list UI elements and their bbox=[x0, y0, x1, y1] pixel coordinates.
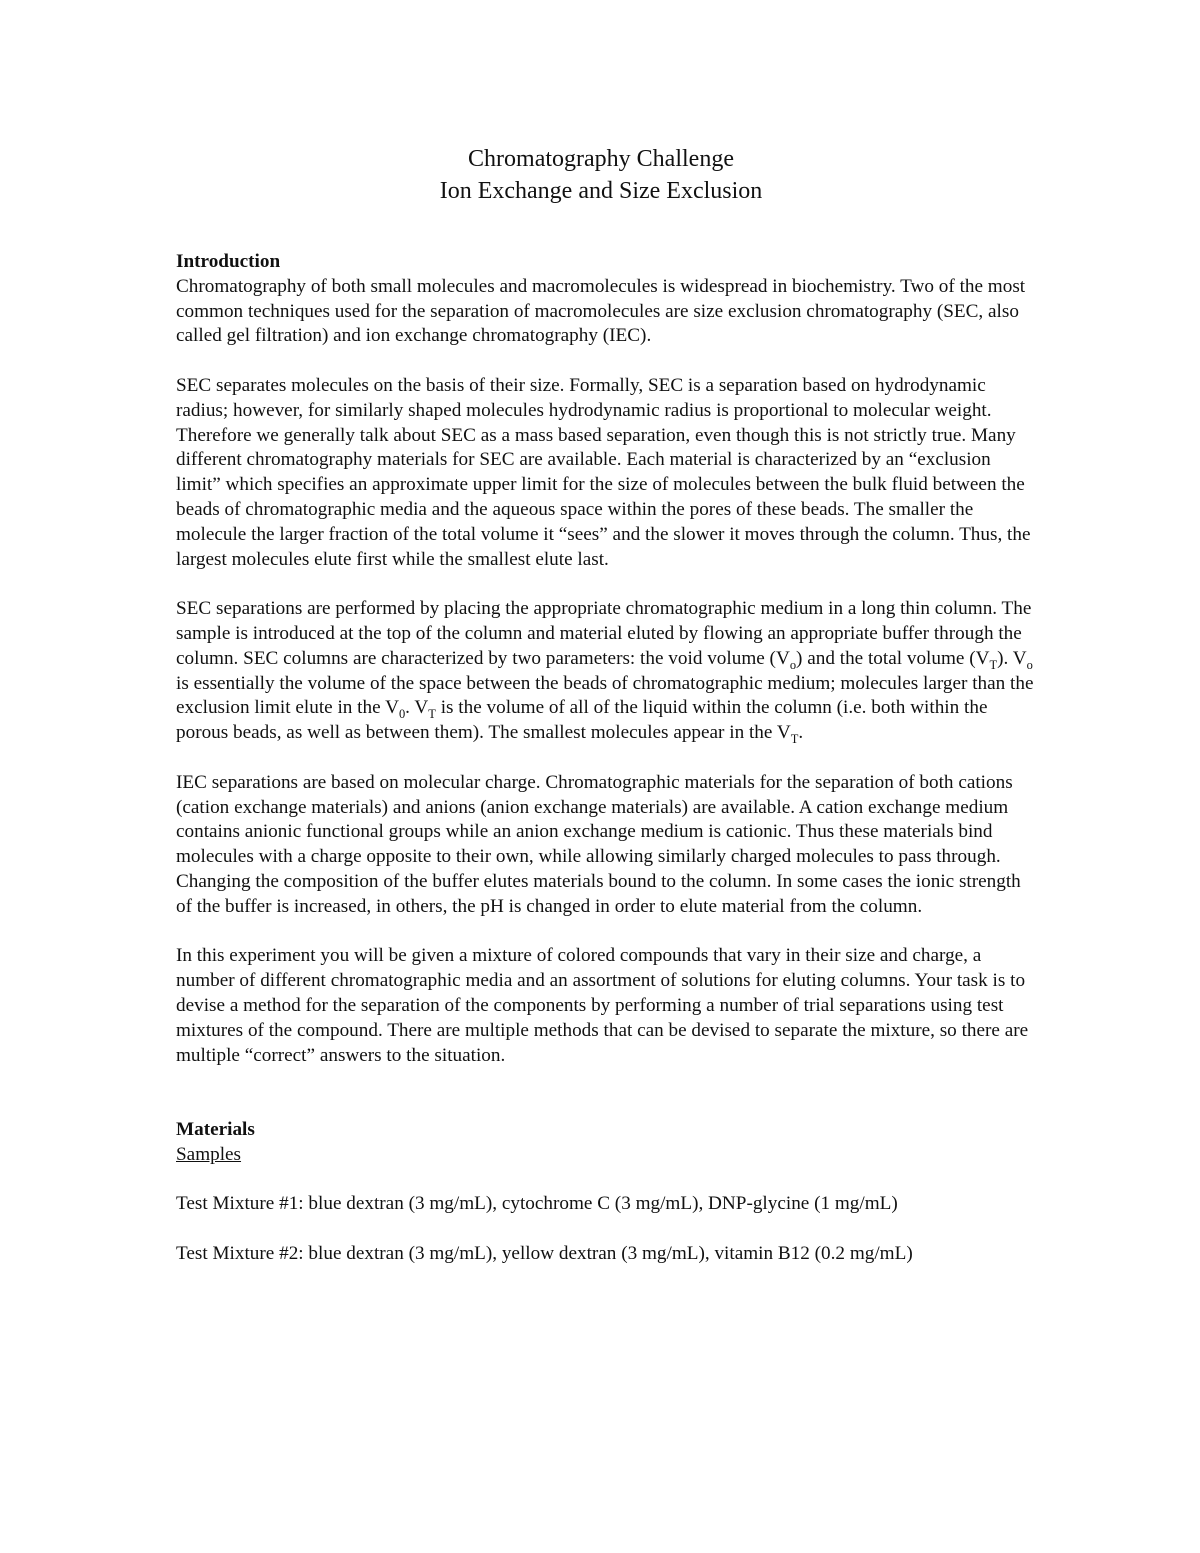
test-mixture-2: Test Mixture #2: blue dextran (3 mg/mL), yellow dextran (3 mg/mL), vitamin B12 (0.2 mg/mL) bbox=[176, 1243, 913, 1265]
title-line-2: Ion Exchange and Size Exclusion bbox=[439, 178, 763, 204]
document-page bbox=[176, 143, 1036, 1292]
materials-heading: Materials bbox=[176, 1118, 255, 1140]
document-title bbox=[176, 143, 1026, 207]
samples-subheading: Samples bbox=[176, 1143, 242, 1165]
intro-paragraph-1: Chromatography of both small molecules and macromolecules is widespread in biochemistry. Two of the most common techniques used for the separation of macromolecules are size exclusion chromatography (SEC, also called gel filtration) and ion exchange chromatography (IEC). bbox=[176, 275, 1026, 347]
materials-section bbox=[176, 1118, 1036, 1267]
intro-paragraph-4: IEC separations are based on molecular charge. Chromatographic materials for the separation of both cations (cation exchange materials) and anions (anion exchange materials) are available. A cation exchange medium contains anionic functional groups while an anion exchange medium is cationic. Thus these materials bind molecules with a charge opposite to their own, while allowing similarly charged molecules to pass through. Changing the composition of the buffer elutes materials bound to the column. In some cases the ionic strength of the buffer is increased, in others, the pH is changed in order to elute material from the column. bbox=[176, 771, 1021, 917]
intro-paragraph-2: SEC separates molecules on the basis of their size. Formally, SEC is a separation based on hydrodynamic radius; however, for similarly shaped molecules hydrodynamic radius is proportional to molecular weight. Therefore we generally talk about SEC as a mass based separation, even though this is not strictly true. Many different chromatography materials for SEC are available. Each material is characterized by an “exclusion limit” which specifies an approximate upper limit for the size of molecules between the bulk fluid between the beads of chromatographic media and the aqueous space within the pores of these beads. The smaller the molecule the larger fraction of the total volume it “sees” and the slower it moves through the column. Thus, the largest molecules elute first while the smallest elute last. bbox=[176, 374, 1031, 570]
introduction-heading: Introduction bbox=[176, 251, 281, 272]
title-line-1: Chromatography Challenge bbox=[468, 146, 734, 172]
intro-paragraph-3: SEC separations are performed by placing the appropriate chromatographic medium in a long thin column. The sample is introduced at the top of the column and material eluted by flowing an appropriate buffer through the column. SEC columns are characterized by two parameters: the void volume $(V_o)$ and the total volume $(V_T)$. $V_o$ is essentially the volume of the space between the beads of chromatographic medium; molecules larger than the exclusion limit elute in the $V_0$. $V_T$ is the volume of all of the liquid within the column (i.e. both within the porous beads, as well as between them). The smallest molecules appear in the $V_T$. bbox=[176, 598, 1034, 746]
introduction-section bbox=[176, 250, 1036, 1068]
test-mixture-1: Test Mixture #1: blue dextran (3 mg/mL), cytochrome C (3 mg/mL), DNP-glycine (1 mg/mL) bbox=[176, 1193, 898, 1215]
intro-paragraph-5: In this experiment you will be given a mixture of colored compounds that vary in their size and charge, a number of different chromatographic media and an assortment of solutions for eluting columns. Your task is to devise a method for the separation of the components by performing a number of trial separations using test mixtures of the compound. There are multiple methods that can be devised to separate the mixture, so there are multiple “correct” answers to the situation. bbox=[176, 945, 1029, 1066]
